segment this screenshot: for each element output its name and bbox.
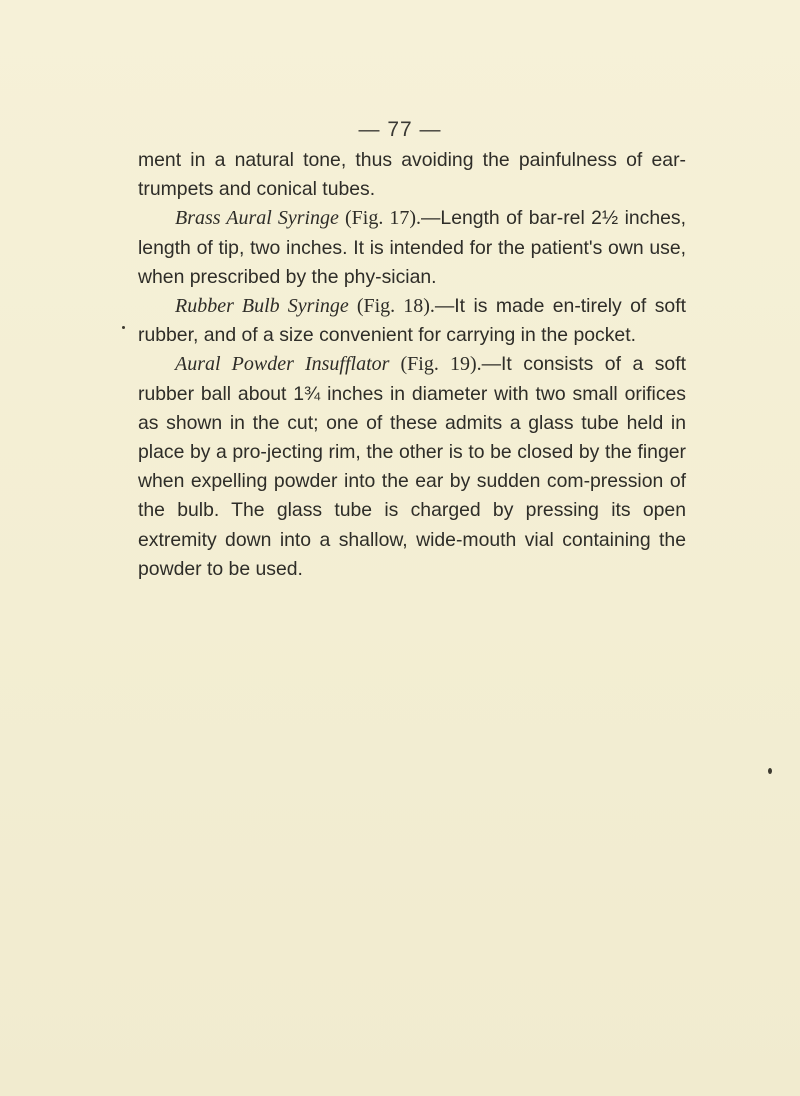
page-number: — 77 — xyxy=(358,118,442,141)
figure-reference: (Fig. 17). xyxy=(338,207,422,230)
paragraph-text: —Length of bar-rel 2½ inches, length of tip, two inches. It is intended for the patient's own use, when prescribed by the phy-sician. xyxy=(138,207,687,288)
paragraph-aural-powder-insufflator xyxy=(138,350,686,584)
paragraph-continuation xyxy=(138,146,686,204)
item-title: Aural Powder Insufflator xyxy=(175,353,390,376)
paper-speck xyxy=(122,326,125,329)
item-title: Brass Aural Syringe xyxy=(175,207,339,230)
paragraph-text: —It consists of a soft rubber ball about 1¾ inches in diameter with two small orifices as shown in the cut; one of these admits a glass tube held in place by a pro-jecting rim, the other is to be closed by the finger when expelling powder into the ear by sudden com-pression of the bulb. The glass tube is charged by pressing its open extremity down into a shallow, wide-mouth vial containing the powder to be used. xyxy=(138,353,686,580)
figure-reference: (Fig. 18). xyxy=(348,295,435,318)
paragraph-rubber-bulb-syringe xyxy=(138,292,686,350)
item-title: Rubber Bulb Syringe xyxy=(175,295,349,318)
paper-speck xyxy=(768,768,772,774)
figure-reference: (Fig. 19). xyxy=(389,353,482,376)
paragraph-brass-aural-syringe xyxy=(138,204,686,292)
paragraph-text: ment in a natural tone, thus avoiding the painfulness of ear-trumpets and conical tubes. xyxy=(138,149,686,201)
page-body xyxy=(138,146,686,584)
paragraph-text: —It is made en-tirely of soft rubber, and of a size convenient for carrying in the pocket. xyxy=(138,295,686,347)
